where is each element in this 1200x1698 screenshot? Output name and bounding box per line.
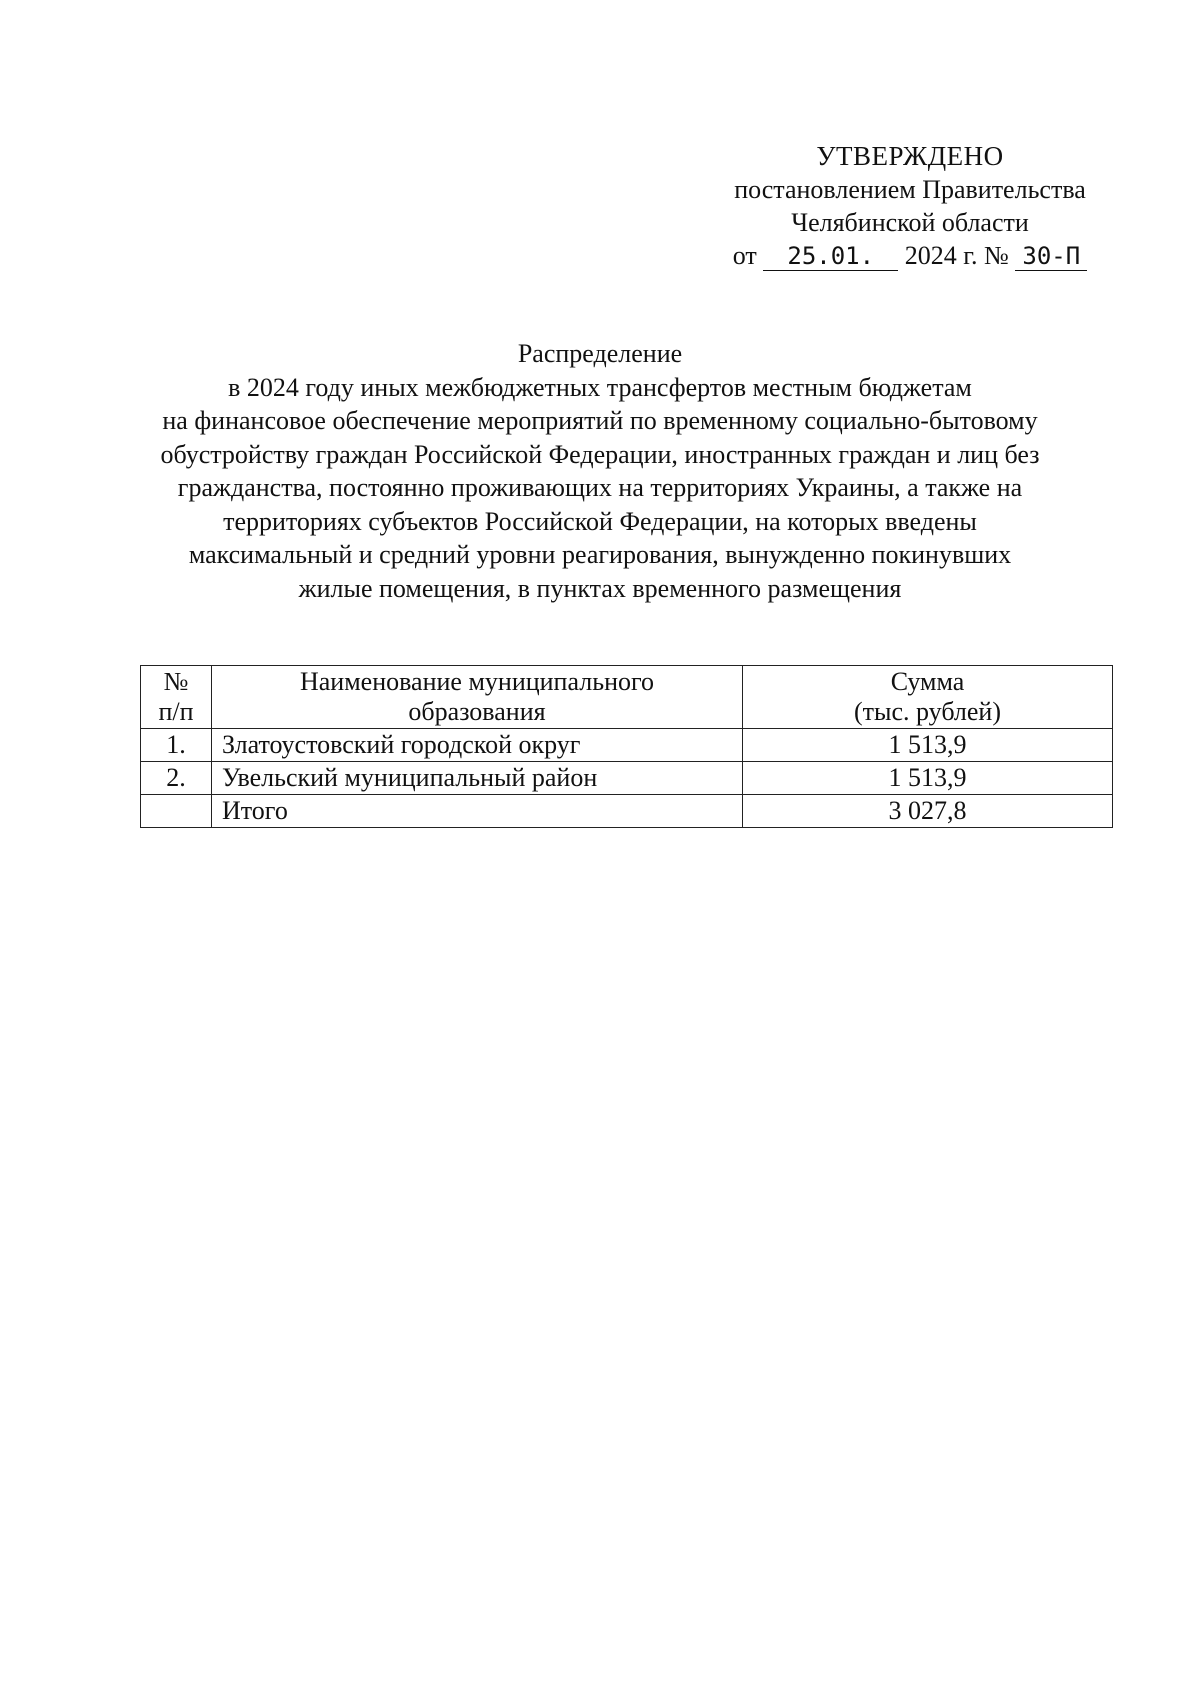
title-line-7: максимальный и средний уровни реагирования, вынужденно покинувших [188,540,1012,569]
table-header-row [141,666,1113,729]
header-municipality-line-2: образования [408,697,546,726]
header-sum-line-2: (тыс. рублей) [853,697,1001,726]
title-line-5: гражданства, постоянно проживающих на территориях Украины, а также на [177,473,1023,502]
title-line-4: обустройству граждан Российской Федерации, иностранных граждан и лиц без [160,439,1040,469]
approval-stamp [700,140,1120,272]
approval-line-2: Челябинской области [791,208,1029,237]
table-row [141,729,1113,762]
resolution-number: 30-П [1015,242,1087,271]
approval-heading: УТВЕРЖДЕНО [816,141,1004,171]
header-sum-line-1: Сумма [890,667,965,696]
distribution-table [140,665,1113,828]
total-sum: 3 027,8 [743,795,1113,828]
title-line-3: на финансовое обеспечение мероприятий по временному социально-бытовому [162,406,1038,435]
table-row [141,762,1113,795]
total-number [141,795,212,828]
header-municipality-line-1: Наименование муниципального [299,667,655,696]
header-sum [743,666,1113,729]
date-prefix: от [732,241,757,270]
date-value: 25.01. [763,242,898,271]
row-municipality: Златоустовский городской округ [212,729,743,762]
header-number [141,666,212,729]
title-line-6: территориях субъектов Российской Федерации, на которых введены [223,506,977,536]
title-line-1: Распределение [517,339,683,368]
row-sum: 1 513,9 [743,729,1113,762]
table-total-row [141,795,1113,828]
title-line-2: в 2024 году иных межбюджетных трансфертов местным бюджетам [228,372,972,402]
total-label: Итого [212,795,743,828]
header-number-line-2: п/п [158,697,194,726]
header-number-line-1: № [163,667,189,696]
document-title [120,337,1080,605]
row-sum: 1 513,9 [743,762,1113,795]
header-municipality [212,666,743,729]
approval-date-line [700,239,1120,272]
row-number: 1. [141,729,212,762]
row-municipality: Увельский муниципальный район [212,762,743,795]
approval-line-1: постановлением Правительства [734,175,1086,204]
title-line-8: жилые помещения, в пунктах временного размещения [298,573,902,603]
row-number: 2. [141,762,212,795]
year-text: 2024 г. № [904,241,1009,270]
